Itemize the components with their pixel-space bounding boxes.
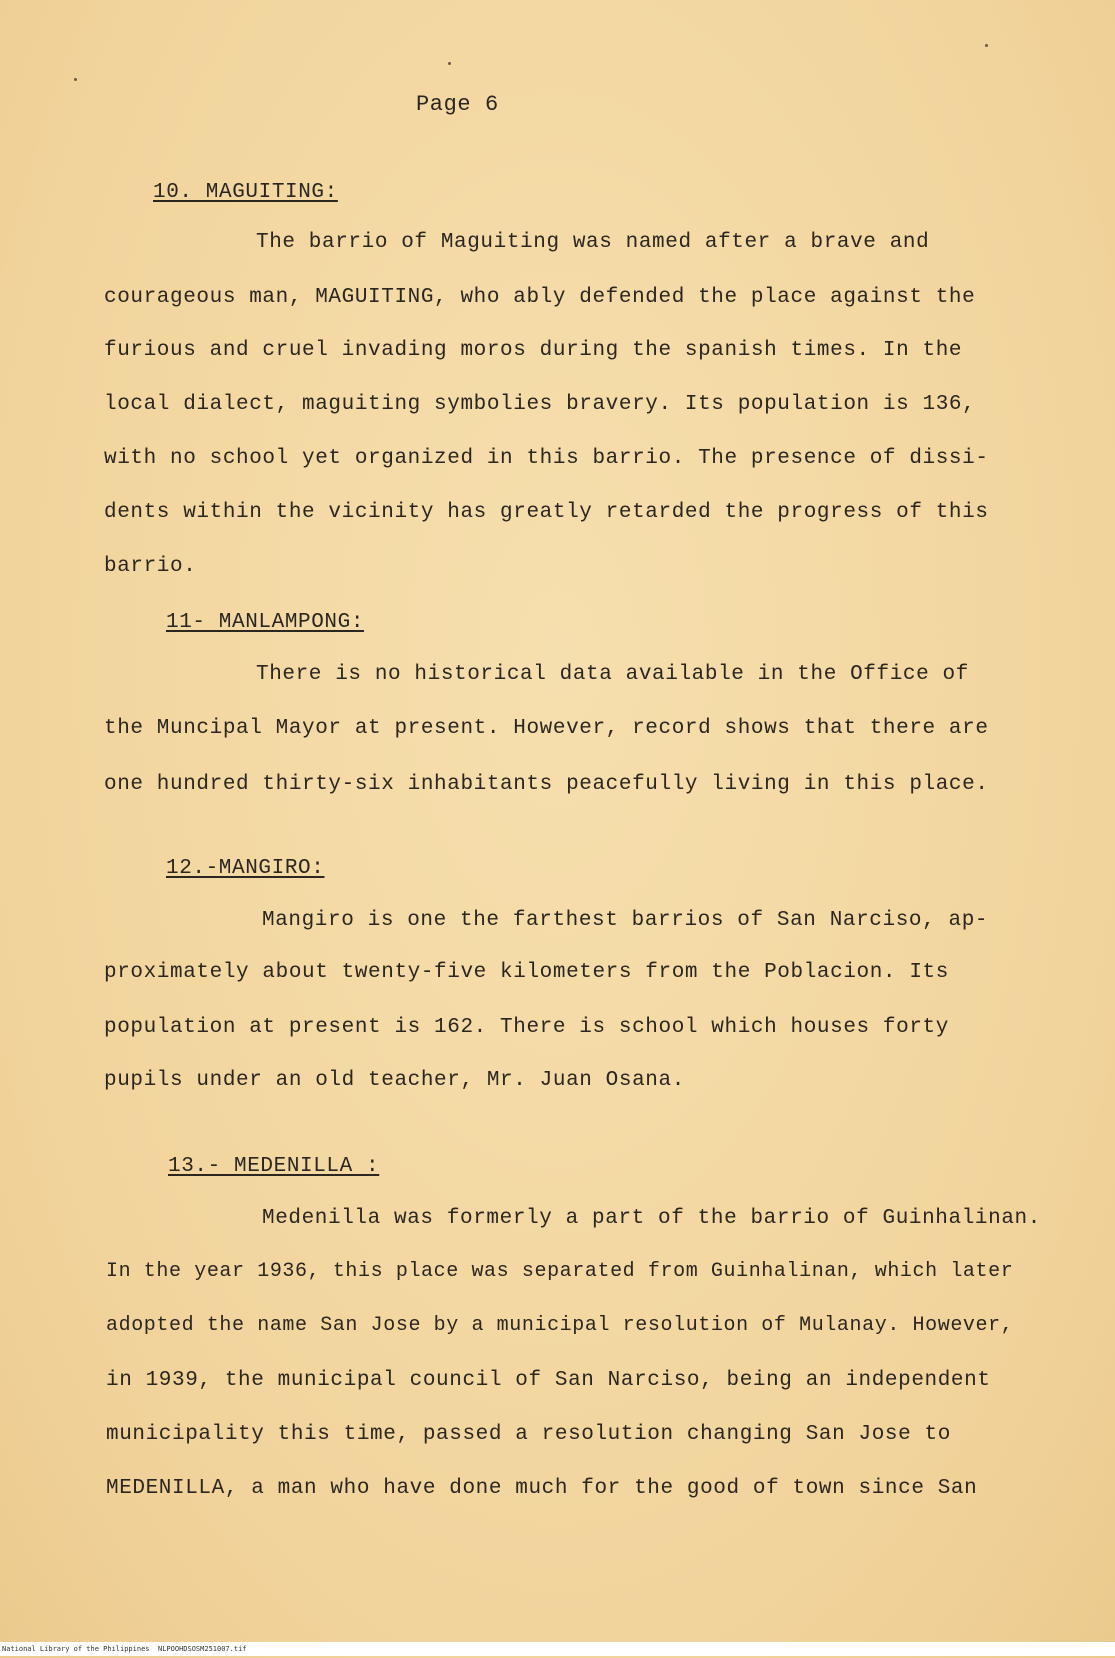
paragraph-line: with no school yet organized in this barrio. The presence of dissi- xyxy=(104,447,989,470)
paragraph-line: barrio. xyxy=(104,555,197,578)
section-heading-mangiro: 12.-MANGIRO: xyxy=(166,857,325,880)
paragraph-line: pupils under an old teacher, Mr. Juan Osana. xyxy=(104,1069,685,1092)
paragraph-line: MEDENILLA, a man who have done much for the good of town since San xyxy=(106,1477,978,1500)
paper-speck xyxy=(985,44,988,47)
paragraph-line: in 1939, the municipal council of San Narciso, being an independent xyxy=(106,1369,991,1392)
paragraph-line: municipality this time, passed a resolution changing San Jose to xyxy=(106,1423,951,1446)
paragraph-line: local dialect, maguiting symbolies bravery. Its population is 136, xyxy=(104,393,976,416)
paragraph-line: Mangiro is one the farthest barrios of San Narciso, ap- xyxy=(262,909,989,932)
paragraph-line: adopted the name San Jose by a municipal resolution of Mulanay. However, xyxy=(106,1314,1014,1337)
paragraph-line: The barrio of Maguiting was named after a brave and xyxy=(256,231,930,254)
footer-library: National Library of the Philippines xyxy=(2,1645,150,1653)
paper-speck xyxy=(448,62,451,65)
section-heading-manlampong: 11- MANLAMPONG: xyxy=(166,611,365,634)
paragraph-line: There is no historical data available in the Office of xyxy=(256,663,969,686)
scan-footer xyxy=(0,1642,1115,1656)
paragraph-line: courageous man, MAGUITING, who ably defended the place against the xyxy=(104,286,976,309)
paragraph-line: population at present is 162. There is school which houses forty xyxy=(104,1016,949,1039)
section-heading-medenilla: 13.- MEDENILLA : xyxy=(168,1155,380,1178)
footer-filename: NLPOOHDSOSM251007.tif xyxy=(158,1645,247,1653)
paragraph-line: furious and cruel invading moros during the spanish times. In the xyxy=(104,339,963,362)
paper-speck xyxy=(74,78,77,81)
page-number: Page 6 xyxy=(416,92,499,117)
paragraph-line: one hundred thirty-six inhabitants peacefully living in this place. xyxy=(104,773,989,796)
section-heading-maguiting: 10. MAGUITING: xyxy=(153,181,338,204)
paragraph-line: dents within the vicinity has greatly retarded the progress of this xyxy=(104,501,989,524)
paragraph-line: proximately about twenty-five kilometers from the Poblacion. Its xyxy=(104,961,949,984)
paragraph-line: the Muncipal Mayor at present. However, record shows that there are xyxy=(104,717,989,740)
paragraph-line: In the year 1936, this place was separated from Guinhalinan, which later xyxy=(106,1260,1014,1283)
paragraph-line: Medenilla was formerly a part of the barrio of Guinhalinan. xyxy=(262,1207,1041,1230)
